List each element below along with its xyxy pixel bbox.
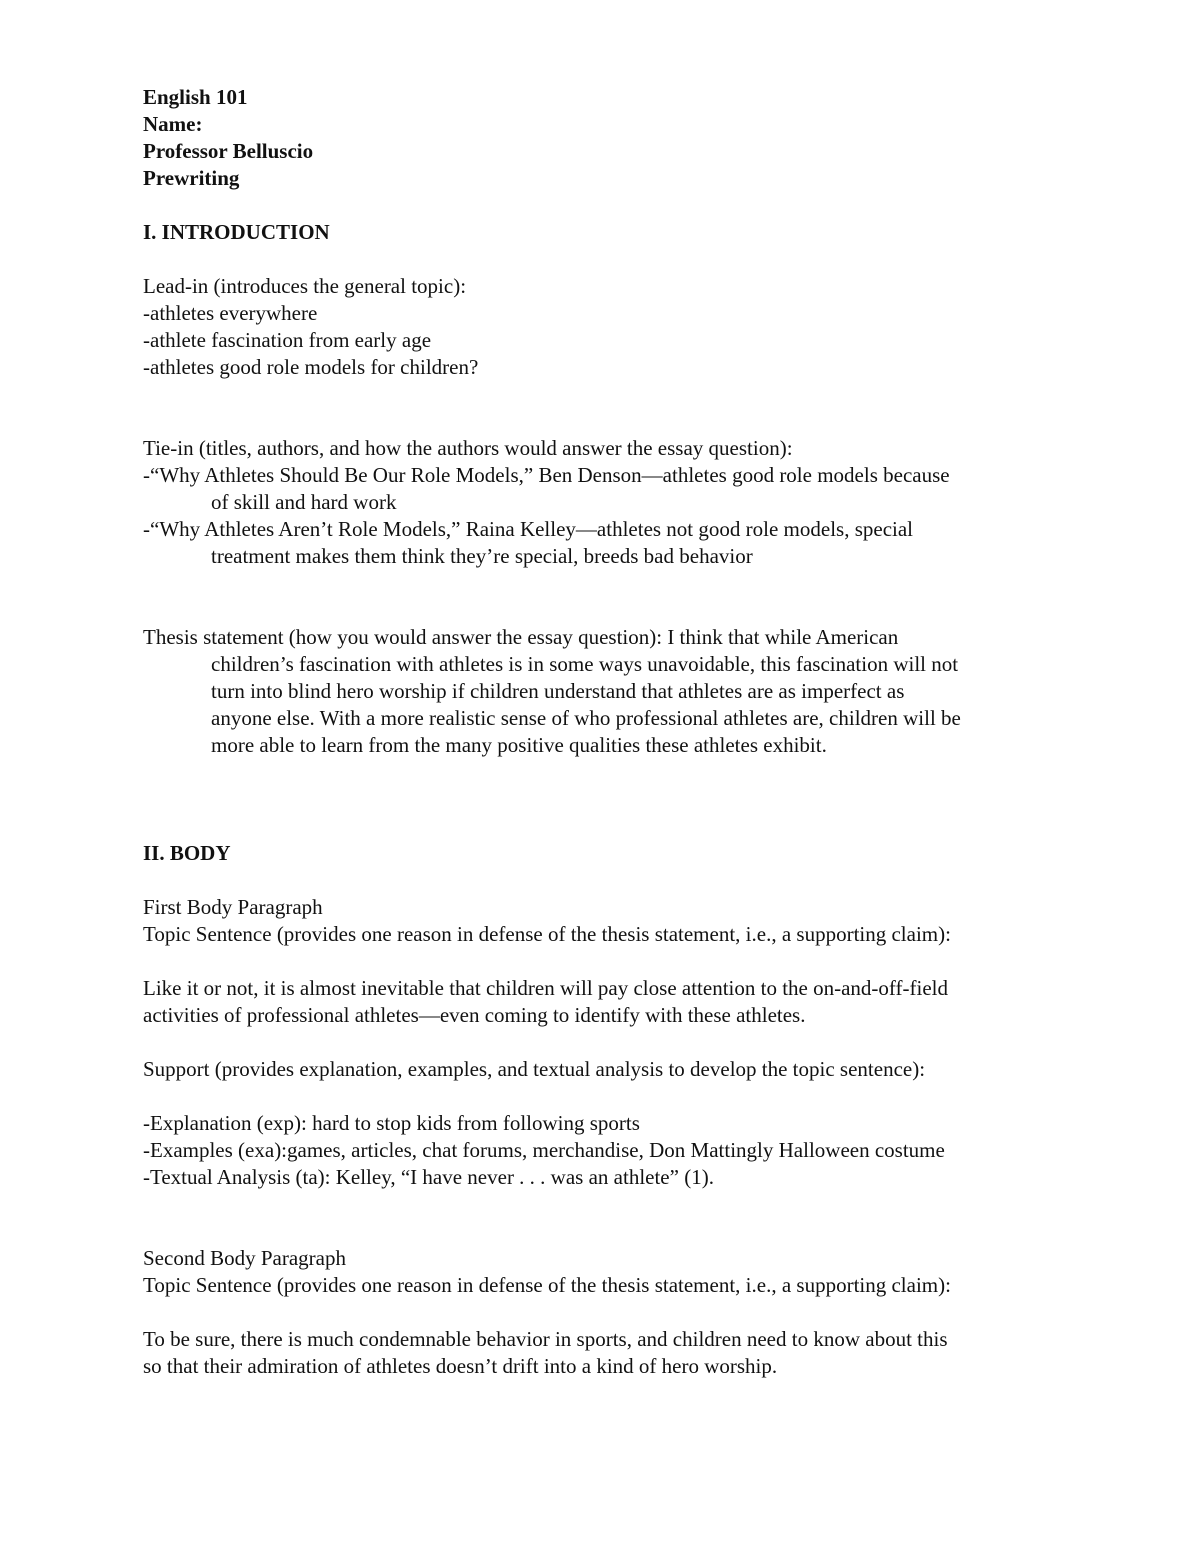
tie-in-item-first-line: -“Why Athletes Aren’t Role Models,” Raina Kelley—athletes not good role models, special — [143, 517, 914, 541]
thesis-statement — [143, 624, 1073, 759]
professor-name: Professor Belluscio — [143, 139, 314, 163]
body-section — [143, 840, 1073, 1380]
tie-in-item-continuation: treatment makes them think they’re special, breeds bad behavior — [211, 544, 753, 568]
name-label: Name: — [143, 112, 203, 136]
paragraph-title: Second Body Paragraph — [143, 1246, 346, 1270]
document-page — [143, 84, 1073, 1380]
assignment-title: Prewriting — [143, 166, 240, 190]
support-item: -Examples (exa):games, articles, chat forums, merchandise, Don Mattingly Halloween costume — [143, 1138, 945, 1162]
lead-in-item: -athlete fascination from early age — [143, 328, 432, 352]
paragraph-title: First Body Paragraph — [143, 895, 323, 919]
topic-sentence-line: activities of professional athletes—even coming to identify with these athletes. — [143, 1003, 806, 1027]
topic-sentence-line: Like it or not, it is almost inevitable that children will pay close attention to the on-and-off-field — [143, 976, 948, 1000]
tie-in-item-continuation: of skill and hard work — [211, 490, 397, 514]
course-title: English 101 — [143, 85, 248, 109]
topic-sentence-label: Topic Sentence (provides one reason in defense of the thesis statement, i.e., a supporting claim): — [143, 1273, 951, 1297]
topic-sentence-label: Topic Sentence (provides one reason in defense of the thesis statement, i.e., a supporting claim): — [143, 922, 951, 946]
lead-in-item: -athletes good role models for children? — [143, 355, 479, 379]
body-heading: II. BODY — [143, 841, 231, 865]
thesis-continuation: children’s fascination with athletes is in some ways unavoidable, this fascination will not — [211, 652, 959, 676]
thesis-continuation: more able to learn from the many positive qualities these athletes exhibit. — [211, 733, 827, 757]
thesis-continuation: anyone else. With a more realistic sense of who professional athletes are, children will be — [211, 706, 961, 730]
lead-in-label: Lead-in (introduces the general topic): — [143, 274, 467, 298]
support-item: -Explanation (exp): hard to stop kids from following sports — [143, 1111, 640, 1135]
tie-in-item-first-line: -“Why Athletes Should Be Our Role Models,” Ben Denson—athletes good role models because — [143, 463, 950, 487]
tie-in-item — [143, 462, 1073, 516]
topic-sentence-line: so that their admiration of athletes doesn’t drift into a kind of hero worship. — [143, 1354, 778, 1378]
lead-in-item: -athletes everywhere — [143, 301, 318, 325]
introduction-section — [143, 219, 1073, 759]
tie-in-item — [143, 516, 1073, 570]
second-body-paragraph — [143, 1245, 1073, 1380]
thesis-first-line: Thesis statement (how you would answer the essay question): I think that while American — [143, 625, 899, 649]
tie-in-label: Tie-in (titles, authors, and how the authors would answer the essay question): — [143, 436, 793, 460]
document-header — [143, 84, 1073, 192]
first-body-paragraph — [143, 894, 1073, 1191]
topic-sentence-line: To be sure, there is much condemnable behavior in sports, and children need to know about this — [143, 1327, 948, 1351]
thesis-continuation: turn into blind hero worship if children understand that athletes are as imperfect as — [211, 679, 905, 703]
support-label: Support (provides explanation, examples, and textual analysis to develop the topic sentence): — [143, 1057, 926, 1081]
introduction-heading: I. INTRODUCTION — [143, 220, 330, 244]
support-item: -Textual Analysis (ta): Kelley, “I have never . . . was an athlete” (1). — [143, 1165, 714, 1189]
